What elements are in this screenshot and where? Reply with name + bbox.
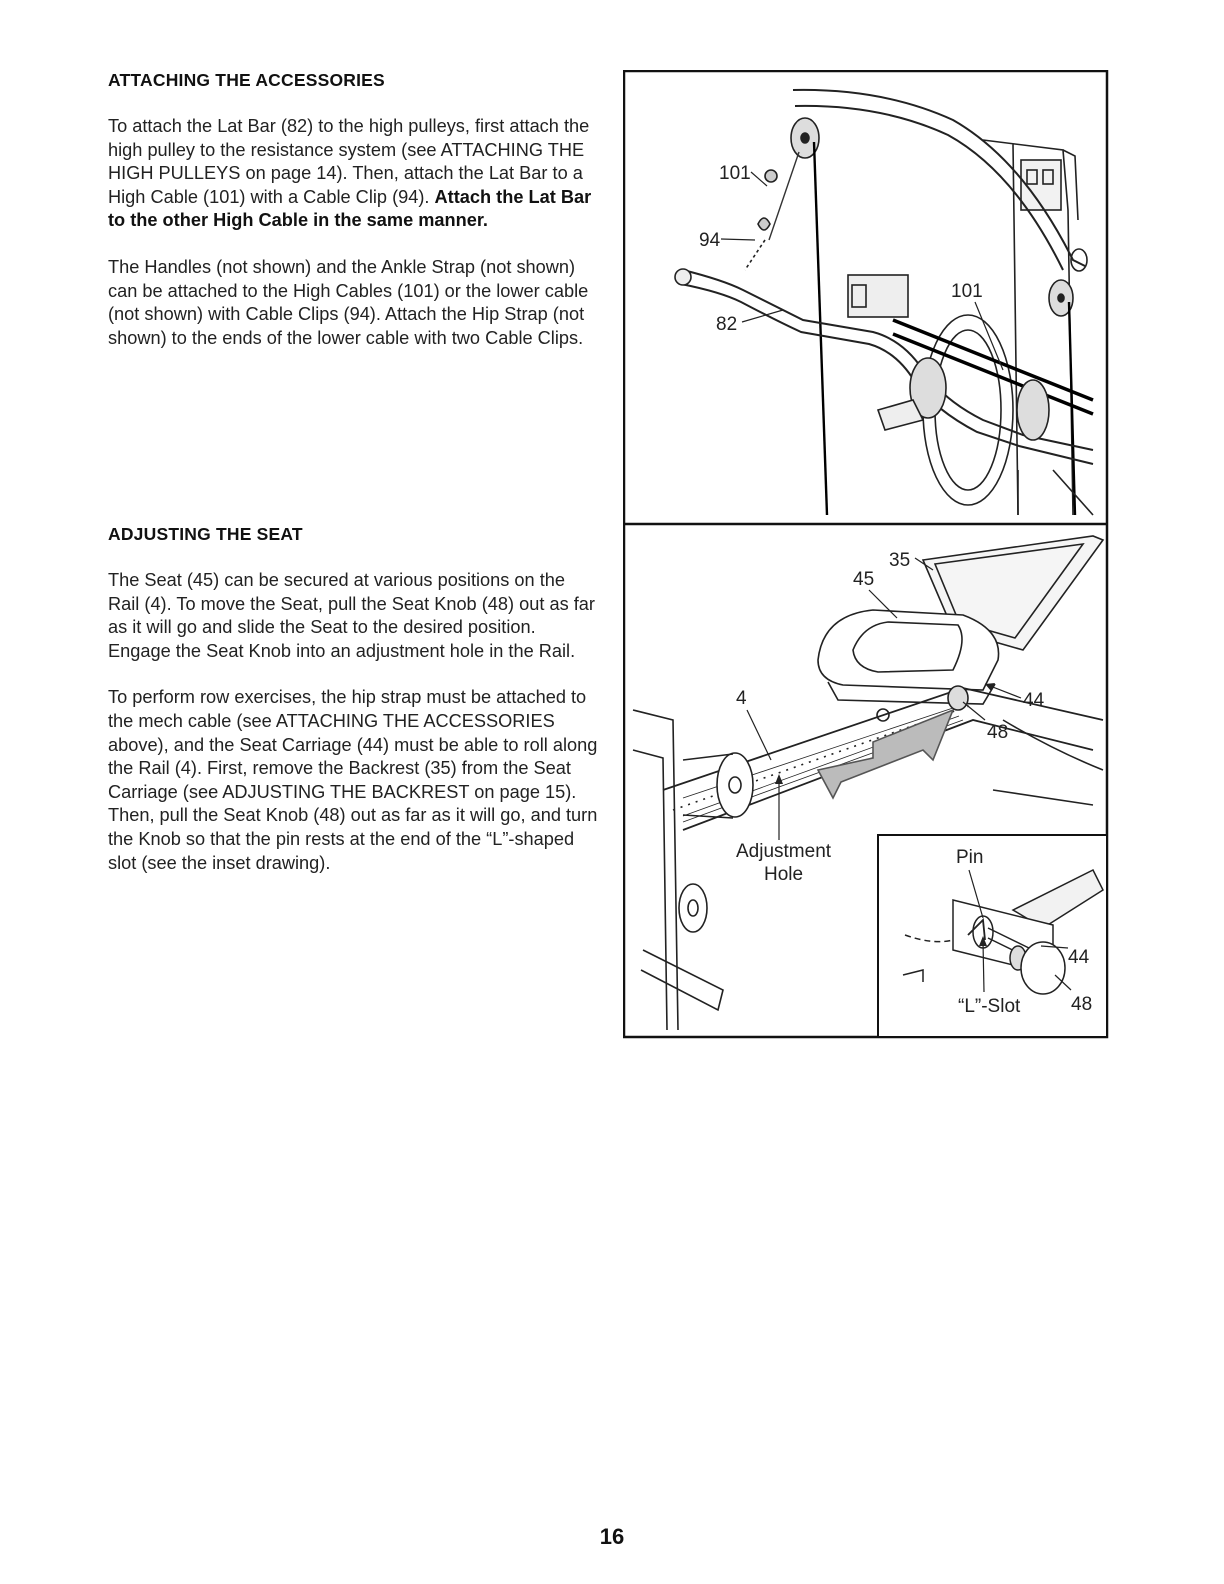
section-adjusting-seat <box>108 524 598 875</box>
callout-82: 82 <box>716 314 738 335</box>
inset-drawing <box>878 835 1107 1037</box>
section-heading: ADJUSTING THE SEAT <box>108 524 303 544</box>
paragraph <box>108 115 598 233</box>
callout-4: 4 <box>736 688 747 709</box>
callout-94: 94 <box>699 230 721 251</box>
callout-48: 48 <box>987 722 1009 743</box>
adjustment-hole-label-2: Hole <box>764 864 804 885</box>
inset-callout-48: 48 <box>1071 994 1093 1015</box>
inset-callout-44: 44 <box>1068 947 1090 968</box>
assembly-figure <box>623 70 1109 1040</box>
paragraph: To perform row exercises, the hip strap must be attached to the mech cable (see ATTACHING THE ACCESSORIES above), and the Seat Carriage (44) must be able to roll along the Rail (4). First, remove the Backrest (35) from the Seat Carriage (see ADJUSTING THE BACKREST on page 15). Then, pull the Seat Knob (48) out as far as it will go, and turn the Knob so that the pin rests at the end of the “L”-shaped slot (see the inset drawing). <box>108 687 598 873</box>
section-attaching-accessories <box>108 70 598 350</box>
callout-45: 45 <box>853 569 875 590</box>
callout-44: 44 <box>1023 690 1045 711</box>
callout-35: 35 <box>889 550 911 571</box>
page-number: 16 <box>599 1524 625 1549</box>
paragraph: The Handles (not shown) and the Ankle Strap (not shown) can be attached to the High Cables (101) or the lower cable (not shown) with Cable Clips (94). Attach the Hip Strap (not shown) to the ends of the lower cable with two Cable Clips. <box>108 256 589 348</box>
section-heading: ATTACHING THE ACCESSORIES <box>108 70 385 90</box>
inset-l-slot-label: “L”-Slot <box>958 996 1021 1017</box>
adjustment-hole-label-1: Adjustment <box>736 841 832 862</box>
inset-pin-label: Pin <box>956 847 984 868</box>
paragraph-bold-text: Attach the Lat Bar to the other High Cable in the same manner. <box>108 186 592 231</box>
callout-101-right: 101 <box>951 281 983 302</box>
paragraph: The Seat (45) can be secured at various positions on the Rail (4). To move the Seat, pull the Seat Knob (48) out as far as it will go and slide the Seat to the desired position. Engage the Seat Knob into an adjustment hole in the Rail. <box>108 570 595 661</box>
callout-101: 101 <box>719 163 751 184</box>
paragraph-text: To attach the Lat Bar (82) to the high pulleys, first attach the high pulley to the resistance system (see ATTACHING THE HIGH PULLEYS on page 14). Then, attach the Lat Bar to a High Cable (101) with a Cable Clip (94). <box>108 116 590 207</box>
